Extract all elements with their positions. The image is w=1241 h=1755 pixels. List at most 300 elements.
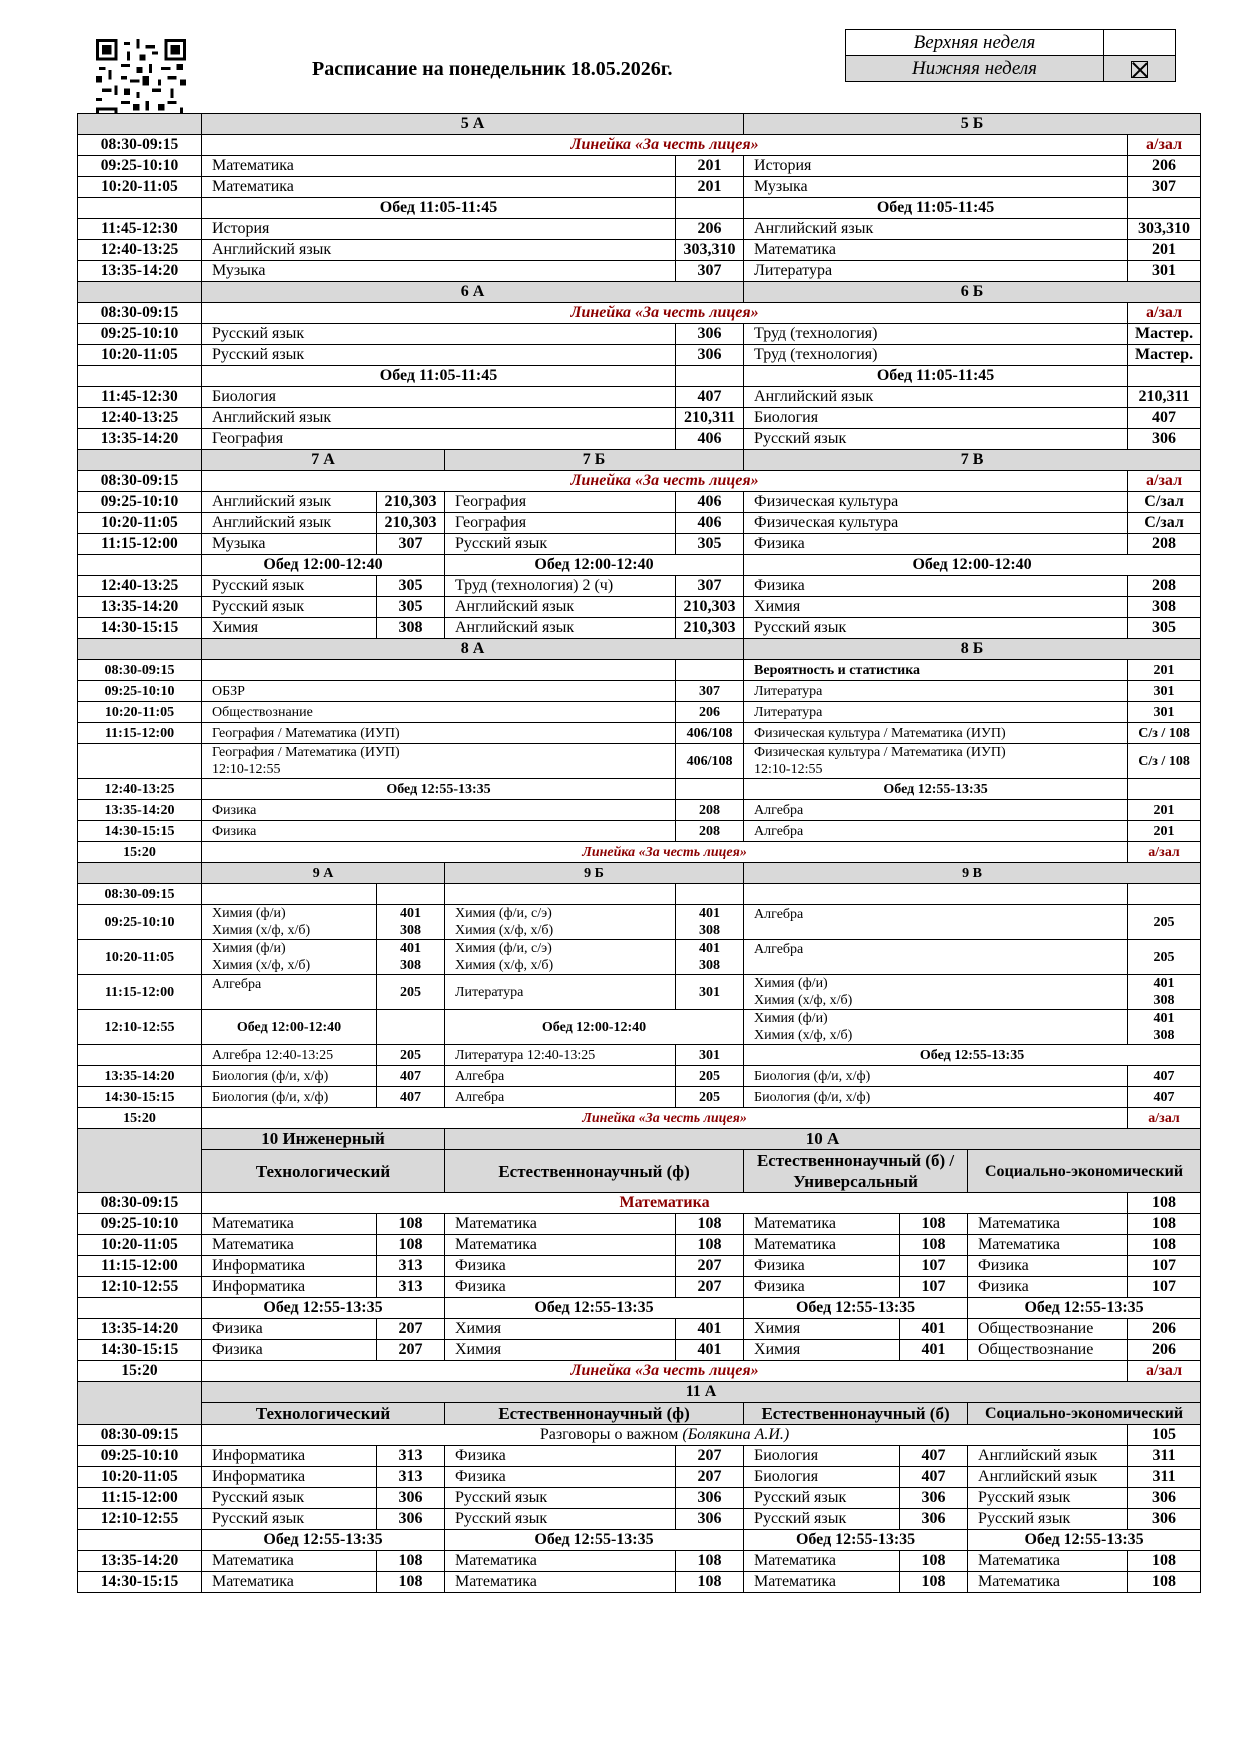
room-line: 308 xyxy=(1153,1028,1175,1043)
subject-cell: Математика xyxy=(744,1235,900,1256)
room-cell: 407 xyxy=(900,1467,968,1488)
subject-cell: Биология xyxy=(744,408,1128,429)
subject-cell: Химия xyxy=(744,597,1128,618)
room-cell: 307 xyxy=(676,576,744,597)
room-cell xyxy=(676,660,744,681)
time-cell: 13:35-14:20 xyxy=(78,800,202,821)
subject-cell: Английский язык xyxy=(744,219,1128,240)
room-cell: 205 xyxy=(1128,940,1201,975)
subject-cell: Английский язык xyxy=(202,513,377,534)
lineyka-cell: Линейка «За честь лицея» xyxy=(202,135,1128,156)
subject-cell: Математика xyxy=(744,1551,900,1572)
room-cell: 306 xyxy=(676,1488,744,1509)
room-cell: С/зал xyxy=(1128,492,1201,513)
room-cell: 208 xyxy=(1128,534,1201,555)
room-cell: 206 xyxy=(1128,1319,1201,1340)
time-note: 12:10-12:55 xyxy=(212,762,281,777)
lunch-cell: Обед 12:00-12:40 xyxy=(445,555,744,576)
class-header: 5 Б xyxy=(744,114,1201,135)
room-cell: 401 xyxy=(900,1340,968,1361)
subject-cell: Русский язык xyxy=(744,1488,900,1509)
room-cell: 108 xyxy=(1128,1551,1201,1572)
teacher-name: (Болякина А.И.) xyxy=(682,1426,790,1443)
room-cell: 108 xyxy=(676,1551,744,1572)
lunch-cell: Обед 12:00-12:40 xyxy=(202,555,445,576)
room-cell: 207 xyxy=(377,1340,445,1361)
room-cell: 306 xyxy=(676,324,744,345)
lunch-cell: Обед 12:55-13:35 xyxy=(968,1530,1201,1551)
room-cell: 205 xyxy=(676,1066,744,1087)
time-cell: 12:10-12:55 xyxy=(78,1509,202,1530)
lunch-cell: Обед 12:55-13:35 xyxy=(744,1298,968,1319)
subject-cell: Английский язык xyxy=(445,597,676,618)
subject-line: География / Математика (ИУП) xyxy=(212,745,400,760)
room-cell: 108 xyxy=(676,1572,744,1593)
subject-cell: Литература 12:40-13:25 xyxy=(445,1045,676,1066)
room-cell: 201 xyxy=(1128,240,1201,261)
room-cell: 306 xyxy=(377,1488,445,1509)
time-cell: 13:35-14:20 xyxy=(78,1551,202,1572)
room-cell: 303,310 xyxy=(1128,219,1201,240)
class-header: 10 А xyxy=(445,1129,1201,1150)
room-line: 308 xyxy=(400,923,421,938)
subject-cell: Русский язык xyxy=(202,1488,377,1509)
subject-line: Химия (х/ф, х/б) xyxy=(754,993,853,1008)
time-cell: 14:30-15:15 xyxy=(78,821,202,842)
room-cell: 305 xyxy=(676,534,744,555)
subject-cell: Алгебра 12:40-13:25 xyxy=(202,1045,377,1066)
subject-cell: Русский язык xyxy=(445,534,676,555)
subject-cell: Алгебра xyxy=(445,1087,676,1108)
room-cell: 305 xyxy=(377,597,445,618)
room-cell: 406 xyxy=(676,513,744,534)
subject-cell: Биология (ф/и, х/ф) xyxy=(202,1087,377,1108)
subject-cell: Труд (технология) xyxy=(744,345,1128,366)
time-cell: 13:35-14:20 xyxy=(78,429,202,450)
room-cell: 108 xyxy=(900,1572,968,1593)
room-cell: 108 xyxy=(1128,1193,1201,1214)
room-cell: 407 xyxy=(1128,1066,1201,1087)
lunch-cell: Обед 12:55-13:35 xyxy=(744,1530,968,1551)
profile-header: Естественнонаучный (ф) xyxy=(445,1403,744,1425)
class-header: 8 Б xyxy=(744,639,1201,660)
subject-cell xyxy=(744,1010,1128,1045)
subject-cell: Алгебра xyxy=(744,821,1128,842)
subject-line: Химия (ф/и) xyxy=(754,976,828,991)
subject-cell: Литература xyxy=(744,681,1128,702)
time-cell: 10:20-11:05 xyxy=(78,345,202,366)
time-cell: 11:45-12:30 xyxy=(78,219,202,240)
subject-cell: Информатика xyxy=(202,1277,377,1298)
subject-cell: Труд (технология) xyxy=(744,324,1128,345)
subject-cell: Математика xyxy=(445,1235,676,1256)
room-cell: 305 xyxy=(1128,618,1201,639)
lunch-cell: Обед 11:05-11:45 xyxy=(744,366,1128,387)
room-cell: 210,311 xyxy=(1128,387,1201,408)
room-cell: 201 xyxy=(1128,660,1201,681)
lunch-cell: Обед 12:55-13:35 xyxy=(445,1298,744,1319)
time-cell: 08:30-09:15 xyxy=(78,884,202,905)
checked-x-icon xyxy=(1131,61,1148,78)
room-cell: 107 xyxy=(900,1256,968,1277)
room-cell: 107 xyxy=(1128,1277,1201,1298)
room-cell: 108 xyxy=(676,1235,744,1256)
subject-cell: Русский язык xyxy=(202,1509,377,1530)
room-cell: а/зал xyxy=(1128,1108,1201,1129)
lineyka-cell: Линейка «За честь лицея» xyxy=(202,1108,1128,1129)
subject-line: Химия (х/ф, х/б) xyxy=(212,958,311,973)
subject-cell xyxy=(445,905,676,940)
time-cell: 12:40-13:25 xyxy=(78,408,202,429)
subject-cell: Математика xyxy=(202,1551,377,1572)
room-cell: 108 xyxy=(1128,1572,1201,1593)
room-cell: 210,303 xyxy=(676,597,744,618)
subject-line: Химия (х/ф, х/б) xyxy=(754,1028,853,1043)
subject-cell: Музыка xyxy=(202,534,377,555)
room-cell: а/зал xyxy=(1128,303,1201,324)
room-cell: 311 xyxy=(1128,1446,1201,1467)
time-cell: 09:25-10:10 xyxy=(78,681,202,702)
room-cell: 105 xyxy=(1128,1425,1201,1446)
room-cell: 207 xyxy=(377,1319,445,1340)
time-cell: 09:25-10:10 xyxy=(78,324,202,345)
room-cell: 107 xyxy=(900,1277,968,1298)
room-cell: 205 xyxy=(377,975,445,1010)
subject-cell: Биология xyxy=(202,387,676,408)
room-cell: 406/108 xyxy=(676,744,744,779)
subject-cell: Физика xyxy=(968,1256,1128,1277)
upper-week-checkbox[interactable] xyxy=(1104,30,1176,56)
room-cell: 406 xyxy=(676,429,744,450)
room-cell: 210,311 xyxy=(676,408,744,429)
class-header: 5 А xyxy=(202,114,744,135)
time-cell: 09:25-10:10 xyxy=(78,156,202,177)
room-cell: 208 xyxy=(676,800,744,821)
subject-cell: Вероятность и статистика xyxy=(744,660,1128,681)
subject-cell: Физика xyxy=(744,1277,900,1298)
room-cell: 207 xyxy=(676,1256,744,1277)
lunch-cell: Обед 12:55-13:35 xyxy=(968,1298,1201,1319)
subject-cell xyxy=(202,660,676,681)
room-cell: 301 xyxy=(1128,702,1201,723)
room-cell: 108 xyxy=(377,1214,445,1235)
subject-cell: Английский язык xyxy=(968,1467,1128,1488)
room-cell: 205 xyxy=(1128,905,1201,940)
room-cell: 206 xyxy=(676,702,744,723)
subject-cell: Биология xyxy=(744,1467,900,1488)
subject-text: Разговоры о важном xyxy=(539,1426,679,1443)
time-cell: 15:20 xyxy=(78,1108,202,1129)
room-cell: 311 xyxy=(1128,1467,1201,1488)
subject-cell xyxy=(202,744,676,779)
room-cell: 313 xyxy=(377,1256,445,1277)
room-cell: 307 xyxy=(377,534,445,555)
room-line: 308 xyxy=(1153,993,1175,1008)
subject-cell: Математика xyxy=(202,1572,377,1593)
subject-cell: Математика xyxy=(202,156,676,177)
profile-header: Естественнонаучный (б) / Универсальный xyxy=(744,1150,968,1193)
subject-cell: Информатика xyxy=(202,1256,377,1277)
subject-cell: Математика xyxy=(744,1572,900,1593)
subject-cell: Биология (ф/и, х/ф) xyxy=(744,1087,1128,1108)
room-cell: Мастер. xyxy=(1128,345,1201,366)
time-cell: 08:30-09:15 xyxy=(78,135,202,156)
class-header: 9 Б xyxy=(445,863,744,884)
subject-cell: Химия xyxy=(445,1340,676,1361)
room-cell: 201 xyxy=(676,177,744,198)
time-cell: 08:30-09:15 xyxy=(78,303,202,324)
time-cell: 13:35-14:20 xyxy=(78,1066,202,1087)
room-cell: 207 xyxy=(676,1277,744,1298)
lineyka-cell: Линейка «За честь лицея» xyxy=(202,1361,1128,1382)
room-cell: 206 xyxy=(1128,156,1201,177)
room-cell: 313 xyxy=(377,1277,445,1298)
time-cell: 10:20-11:05 xyxy=(78,1467,202,1488)
subject-cell: Английский язык xyxy=(968,1446,1128,1467)
time-cell: 10:20-11:05 xyxy=(78,513,202,534)
subject-cell xyxy=(445,940,676,975)
lunch-cell: Обед 11:05-11:45 xyxy=(202,366,676,387)
subject-cell: Русский язык xyxy=(968,1488,1128,1509)
profile-header: Естественнонаучный (б) xyxy=(744,1403,968,1425)
subject-line: Химия (х/ф, х/б) xyxy=(212,923,311,938)
time-cell: 12:10-12:55 xyxy=(78,1277,202,1298)
class-header: 8 А xyxy=(202,639,744,660)
subject-cell: Английский язык xyxy=(445,618,676,639)
room-cell: 205 xyxy=(676,1087,744,1108)
subject-cell: Информатика xyxy=(202,1446,377,1467)
subject-cell: Математика xyxy=(202,1235,377,1256)
time-cell: 10:20-11:05 xyxy=(78,177,202,198)
time-cell: 15:20 xyxy=(78,842,202,863)
room-cell: 207 xyxy=(676,1467,744,1488)
lunch-cell: Обед 12:55-13:35 xyxy=(744,1045,1201,1066)
room-cell: С/з / 108 xyxy=(1128,744,1201,779)
room-cell: а/зал xyxy=(1128,135,1201,156)
class-header: 11 А xyxy=(202,1382,1201,1403)
subject-cell: География xyxy=(445,513,676,534)
subject-cell: История xyxy=(202,219,676,240)
room-cell: 108 xyxy=(900,1214,968,1235)
room-line: 401 xyxy=(400,941,421,956)
subject-cell: Алгебра xyxy=(744,940,1128,975)
time-cell: 12:40-13:25 xyxy=(78,779,202,800)
subject-line: Химия (ф/и, с/э) xyxy=(455,906,552,921)
time-cell: 08:30-09:15 xyxy=(78,660,202,681)
schedule-table xyxy=(77,113,1201,1593)
upper-week-label: Верхняя неделя xyxy=(846,30,1104,56)
room-cell: 306 xyxy=(377,1509,445,1530)
subject-cell: Физика xyxy=(445,1277,676,1298)
class-header: 9 В xyxy=(744,863,1201,884)
subject-cell: Английский язык xyxy=(202,492,377,513)
room-cell: 301 xyxy=(676,1045,744,1066)
lower-week-label: Нижняя неделя xyxy=(846,56,1104,82)
subject-cell: Обществознание xyxy=(202,702,676,723)
time-cell: 08:30-09:15 xyxy=(78,1193,202,1214)
room-line: 401 xyxy=(699,906,721,921)
room-cell: С/зал xyxy=(1128,513,1201,534)
room-cell: а/зал xyxy=(1128,1361,1201,1382)
lineyka-cell: Линейка «За честь лицея» xyxy=(202,303,1128,324)
subject-cell: Математика xyxy=(445,1572,676,1593)
room-cell: 208 xyxy=(1128,576,1201,597)
time-cell xyxy=(78,744,202,779)
time-cell: 11:15-12:00 xyxy=(78,1256,202,1277)
profile-header: Технологический xyxy=(202,1150,445,1193)
subject-line: Химия (ф/и) xyxy=(212,941,286,956)
class-header: 7 В xyxy=(744,450,1201,471)
lunch-cell: Обед 11:05-11:45 xyxy=(202,198,676,219)
subject-cell: Физика xyxy=(744,1256,900,1277)
time-cell: 14:30-15:15 xyxy=(78,1572,202,1593)
subject-cell: Физика xyxy=(202,800,676,821)
room-cell: 207 xyxy=(676,1446,744,1467)
room-cell: 307 xyxy=(1128,177,1201,198)
subject-cell: Математика xyxy=(968,1572,1128,1593)
time-cell: 11:15-12:00 xyxy=(78,534,202,555)
subject-cell: Физика xyxy=(445,1467,676,1488)
time-cell: 13:35-14:20 xyxy=(78,261,202,282)
room-cell: 401 xyxy=(676,1319,744,1340)
subject-cell: География / Математика (ИУП) xyxy=(202,723,676,744)
room-cell: а/зал xyxy=(1128,842,1201,863)
subject-cell: Обществознание xyxy=(968,1340,1128,1361)
lunch-cell: Обед 11:05-11:45 xyxy=(744,198,1128,219)
lunch-cell: Обед 12:55-13:35 xyxy=(202,779,676,800)
time-cell: 10:20-11:05 xyxy=(78,940,202,975)
subject-cell: Алгебра xyxy=(445,1066,676,1087)
subject-cell: Алгебра xyxy=(744,905,1128,940)
room-cell: 108 xyxy=(377,1235,445,1256)
lunch-cell: Обед 12:55-13:35 xyxy=(744,779,1128,800)
lineyka-cell: Линейка «За честь лицея» xyxy=(202,471,1128,492)
room-cell xyxy=(1128,975,1201,1010)
subject-cell: Математика xyxy=(968,1214,1128,1235)
class-header: 10 Инженерный xyxy=(202,1129,445,1150)
room-cell: 301 xyxy=(1128,261,1201,282)
room-cell: 401 xyxy=(676,1340,744,1361)
subject-cell xyxy=(202,940,377,975)
subject-cell: Информатика xyxy=(202,1467,377,1488)
subject-cell: Физическая культура xyxy=(744,513,1128,534)
time-cell: 12:40-13:25 xyxy=(78,576,202,597)
subject-cell: Биология (ф/и, х/ф) xyxy=(202,1066,377,1087)
room-cell: 108 xyxy=(676,1214,744,1235)
room-cell: 208 xyxy=(676,821,744,842)
room-cell xyxy=(377,905,445,940)
subject-cell: Математика xyxy=(202,177,676,198)
subject-line: Химия (ф/и, с/э) xyxy=(455,941,552,956)
lower-week-checkbox[interactable] xyxy=(1104,56,1176,82)
room-line: 308 xyxy=(400,958,421,973)
subject-line: Химия (ф/и) xyxy=(212,906,286,921)
profile-header: Социально-экономический xyxy=(968,1150,1201,1193)
subject-cell: Математика xyxy=(744,240,1128,261)
room-cell: 406 xyxy=(676,492,744,513)
room-cell: 205 xyxy=(377,1045,445,1066)
subject-cell: Русский язык xyxy=(445,1488,676,1509)
subject-cell: Физика xyxy=(202,821,676,842)
room-cell: 108 xyxy=(900,1235,968,1256)
profile-header: Социально-экономический xyxy=(968,1403,1201,1425)
subject-line: Химия (х/ф, х/б) xyxy=(455,923,554,938)
time-cell: 14:30-15:15 xyxy=(78,1340,202,1361)
profile-header: Естественнонаучный (ф) xyxy=(445,1150,744,1193)
subject-cell: Биология (ф/и, х/ф) xyxy=(744,1066,1128,1087)
room-line: 308 xyxy=(699,923,721,938)
time-cell: 14:30-15:15 xyxy=(78,1087,202,1108)
subject-cell: Литература xyxy=(445,975,676,1010)
room-cell: 407 xyxy=(900,1446,968,1467)
subject-cell: Математика xyxy=(445,1214,676,1235)
subject-cell: ОБЗР xyxy=(202,681,676,702)
lunch-cell: Обед 12:00-12:40 xyxy=(744,555,1201,576)
class-header: 9 А xyxy=(202,863,445,884)
class-header: 6 Б xyxy=(744,282,1201,303)
room-cell: 303,310 xyxy=(676,240,744,261)
subject-cell: Математика xyxy=(968,1235,1128,1256)
subject-cell: Литература xyxy=(744,261,1128,282)
subject-cell: Русский язык xyxy=(744,429,1128,450)
subject-cell: История xyxy=(744,156,1128,177)
room-cell: 108 xyxy=(1128,1214,1201,1235)
subject-cell: Обществознание xyxy=(968,1319,1128,1340)
room-cell: 206 xyxy=(1128,1340,1201,1361)
subject-cell: Труд (технология) 2 (ч) xyxy=(445,576,676,597)
subject-cell: Английский язык xyxy=(202,408,676,429)
subject-cell: Математика xyxy=(202,1214,377,1235)
subject-cell: Биология xyxy=(744,1446,900,1467)
subject-cell: Музыка xyxy=(202,261,676,282)
subject-cell: Физика xyxy=(202,1340,377,1361)
room-cell: 301 xyxy=(1128,681,1201,702)
room-cell: 306 xyxy=(900,1488,968,1509)
room-cell: 306 xyxy=(1128,429,1201,450)
room-cell: 306 xyxy=(676,1509,744,1530)
room-cell: 401 xyxy=(900,1319,968,1340)
subject-cell: Русский язык xyxy=(202,324,676,345)
time-cell: 11:15-12:00 xyxy=(78,1488,202,1509)
room-cell xyxy=(1128,1010,1201,1045)
week-selector xyxy=(845,29,1176,82)
page-title: Расписание на понедельник 18.05.2026г. xyxy=(312,58,673,80)
room-cell: 206 xyxy=(676,219,744,240)
room-cell: 210,303 xyxy=(377,513,445,534)
subject-cell: Физика xyxy=(202,1319,377,1340)
time-cell: 13:35-14:20 xyxy=(78,597,202,618)
subject-cell: Музыка xyxy=(744,177,1128,198)
room-cell: 108 xyxy=(377,1572,445,1593)
room-cell: 407 xyxy=(676,387,744,408)
subject-cell: География xyxy=(445,492,676,513)
profile-header: Технологический xyxy=(202,1403,445,1425)
room-cell: 108 xyxy=(1128,1235,1201,1256)
time-cell: 15:20 xyxy=(78,1361,202,1382)
class-header: 7 Б xyxy=(445,450,744,471)
room-cell: 307 xyxy=(676,261,744,282)
subject-cell: Английский язык xyxy=(202,240,676,261)
subject-cell: Алгебра xyxy=(202,975,377,1010)
subject-cell: Русский язык xyxy=(202,597,377,618)
room-cell: 308 xyxy=(377,618,445,639)
subject-cell: Английский язык xyxy=(744,387,1128,408)
subject-cell: Алгебра xyxy=(744,800,1128,821)
lunch-cell: Обед 12:00-12:40 xyxy=(202,1010,377,1045)
room-line: 401 xyxy=(1153,976,1175,991)
subject-line: Химия (ф/и) xyxy=(754,1011,828,1026)
time-cell: 11:15-12:00 xyxy=(78,723,202,744)
